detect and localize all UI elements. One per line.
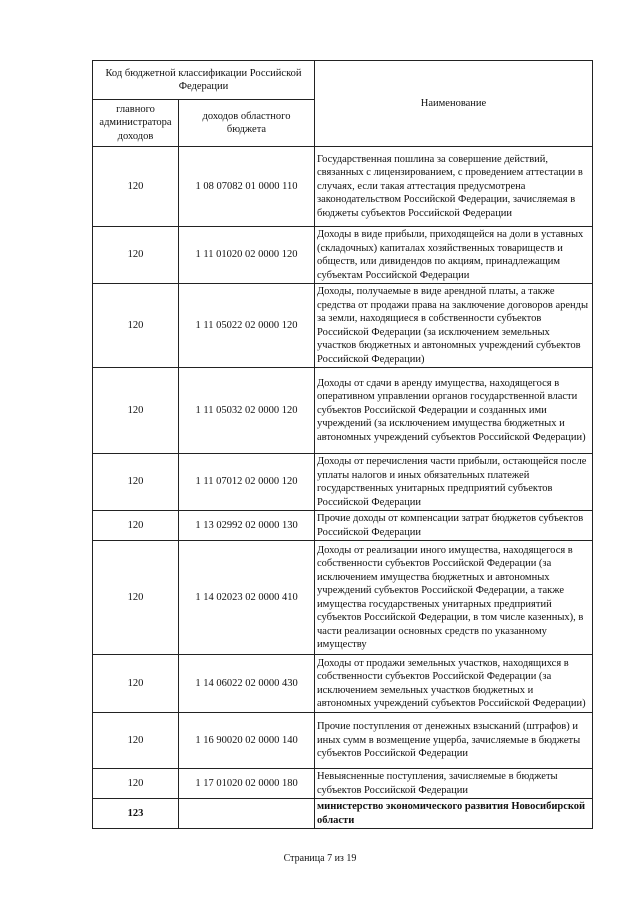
header-admin: главного администратора доходов <box>93 100 179 147</box>
cell-admin-code: 120 <box>93 454 179 511</box>
cell-income-code: 1 11 05022 02 0000 120 <box>179 284 315 368</box>
cell-name: Доходы от реализации иного имущества, находящегося в собственности субъектов Российской Федерации (за исключением имущества бюджетных и автономных учреждений субъектов Российской Федерации, а также имущества государственых унитарных предприятий субъектов Российской Федерации, в том числе казенных), в части реализации основных средств по указанному имуществу <box>315 541 593 655</box>
cell-name: Невыясненные поступления, зачисляемые в бюджеты субъектов Российской Федерации <box>315 769 593 799</box>
header-row-group <box>93 61 593 100</box>
cell-name: Доходы, получаемые в виде арендной платы, а также средства от продажи права на заключение договоров аренды за земли, находящиеся в собственности субъектов Российской Федерации (за исключением земельных участков бюджетных и автономных учреждений субъектов Российской Федерации) <box>315 284 593 368</box>
cell-name: Прочие поступления от денежных взысканий (штрафов) и иных сумм в возмещение ущерба, зачисляемые в бюджеты субъектов Российской Федерации <box>315 713 593 769</box>
cell-name: Государственная пошлина за совершение действий, связанных с лицензированием, с проведением аттестации в случаях, если такая аттестация предусмотрена законодательством Российской Федерации, зачисляемая в бюджеты субъектов Российской Федерации <box>315 147 593 227</box>
cell-name: Доходы от перечисления части прибыли, остающейся после уплаты налогов и иных обязательных платежей государственных унитарных предприятий субъектов Российской Федерации <box>315 454 593 511</box>
cell-name: Доходы от сдачи в аренду имущества, находящегося в оперативном управлении органов государственной власти субъектов Российской Федерации и созданных ими учреждений (за исключением имущества бюджетных и автономных учреждений субъектов Российской Федерации) <box>315 368 593 454</box>
cell-income-code: 1 17 01020 02 0000 180 <box>179 769 315 799</box>
cell-admin-code: 120 <box>93 769 179 799</box>
table-row <box>93 713 593 769</box>
table-row <box>93 511 593 541</box>
cell-income-code: 1 14 06022 02 0000 430 <box>179 655 315 713</box>
table-row <box>93 368 593 454</box>
cell-income-code: 1 08 07082 01 0000 110 <box>179 147 315 227</box>
cell-admin-code: 120 <box>93 284 179 368</box>
cell-admin-code: 123 <box>93 799 179 829</box>
header-income: доходов областного бюджета <box>179 100 315 147</box>
cell-admin-code: 120 <box>93 655 179 713</box>
cell-name: Доходы в виде прибыли, приходящейся на доли в уставных (складочных) капиталах хозяйственных товариществ и обществ, или дивидендов по акциям, принадлежащим субъектам Российской Федерации <box>315 227 593 284</box>
table-row <box>93 284 593 368</box>
table-row <box>93 655 593 713</box>
table-row <box>93 541 593 655</box>
table-row <box>93 227 593 284</box>
revenue-classification-table <box>92 60 593 829</box>
cell-income-code: 1 11 01020 02 0000 120 <box>179 227 315 284</box>
cell-name: Прочие доходы от компенсации затрат бюджетов субъектов Российской Федерации <box>315 511 593 541</box>
cell-admin-code: 120 <box>93 227 179 284</box>
cell-income-code: 1 14 02023 02 0000 410 <box>179 541 315 655</box>
table-row <box>93 454 593 511</box>
table-row <box>93 147 593 227</box>
cell-admin-code: 120 <box>93 511 179 541</box>
cell-name: министерство экономического развития Новосибирской области <box>315 799 593 829</box>
cell-admin-code: 120 <box>93 147 179 227</box>
cell-income-code: 1 11 05032 02 0000 120 <box>179 368 315 454</box>
table-row <box>93 799 593 829</box>
page-number: Страница 7 из 19 <box>283 853 357 864</box>
cell-income-code: 1 16 90020 02 0000 140 <box>179 713 315 769</box>
header-name: Наименование <box>315 61 593 147</box>
cell-income-code <box>179 799 315 829</box>
cell-income-code: 1 11 07012 02 0000 120 <box>179 454 315 511</box>
table-row <box>93 769 593 799</box>
cell-admin-code: 120 <box>93 368 179 454</box>
cell-income-code: 1 13 02992 02 0000 130 <box>179 511 315 541</box>
cell-name: Доходы от продажи земельных участков, находящихся в собственности субъектов Российской Федерации (за исключением земельных участков бюджетных и автономных учреждений субъектов Российской Федерации) <box>315 655 593 713</box>
table-body <box>93 61 593 829</box>
cell-admin-code: 120 <box>93 713 179 769</box>
header-classification-code: Код бюджетной классификации Российской Федерации <box>93 61 315 100</box>
cell-admin-code: 120 <box>93 541 179 655</box>
